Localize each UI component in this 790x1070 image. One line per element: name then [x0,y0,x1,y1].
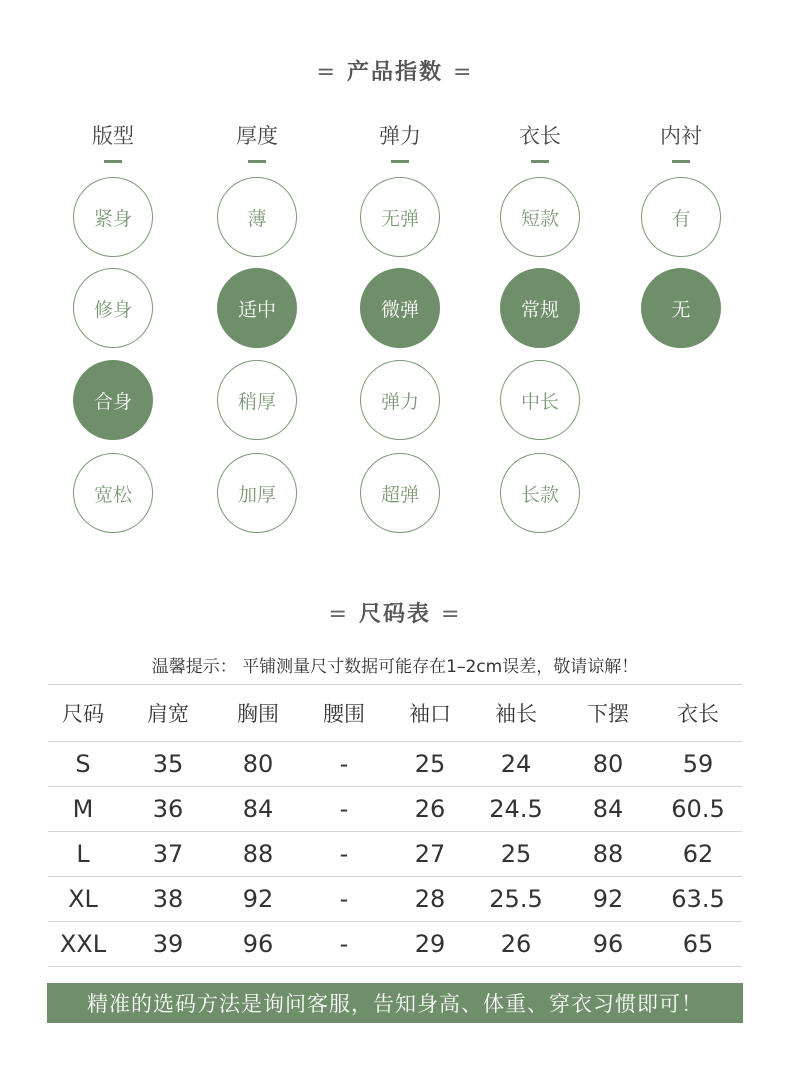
size-table-cell: - [298,832,390,877]
size-table-cell: XL [48,877,118,922]
size-table-cell: 63.5 [654,877,742,922]
size-table-header-cell: 袖口 [390,685,470,742]
size-table [48,684,742,967]
table-row [48,742,742,787]
size-table-header-cell: 衣长 [654,685,742,742]
index-option-selected: 常规 [500,268,580,348]
index-option: 修身 [73,268,153,348]
size-table-cell: - [298,787,390,832]
measurement-tip: 温馨提示： 平铺测量尺寸数据可能存在1–2cm误差，敬请谅解！ [151,657,639,677]
index-option: 稍厚 [217,360,297,440]
product-index-title: = 产品指数 = [316,60,474,85]
size-table-cell: 25 [470,832,562,877]
size-table-cell: M [48,787,118,832]
size-table-header-cell: 袖长 [470,685,562,742]
size-table-cell: - [298,922,390,967]
size-table-header-cell: 尺码 [48,685,118,742]
index-option: 长款 [500,453,580,533]
size-table-cell: S [48,742,118,787]
size-table-cell: 96 [562,922,654,967]
size-table-cell: 37 [118,832,218,877]
size-table-cell: L [48,832,118,877]
index-option: 紧身 [73,177,153,257]
size-table-cell: 26 [470,922,562,967]
size-table-header-cell: 腰围 [298,685,390,742]
index-column-header: 版型 [63,120,163,163]
index-option: 超弹 [360,453,440,533]
size-table-cell: 29 [390,922,470,967]
product-index-title-text: 产品指数 [346,60,443,85]
size-table-cell: 59 [654,742,742,787]
size-table-header-row [48,685,742,742]
size-table-cell: 39 [118,922,218,967]
size-table-cell: 88 [218,832,298,877]
size-table-cell: 65 [654,922,742,967]
size-table-cell: 35 [118,742,218,787]
size-table-header-cell: 下摆 [562,685,654,742]
size-chart-title-text: 尺码表 [358,602,431,627]
size-table-cell: 60.5 [654,787,742,832]
size-chart-title: = 尺码表 = [328,602,462,627]
size-table-cell: 84 [218,787,298,832]
size-table-cell: - [298,742,390,787]
size-table-cell: - [298,877,390,922]
index-option-selected: 合身 [73,360,153,440]
size-table-cell: 80 [562,742,654,787]
size-table-cell: 25 [390,742,470,787]
size-table-cell: 38 [118,877,218,922]
index-column-header: 衣长 [490,120,590,163]
size-table-cell: 92 [218,877,298,922]
size-table-header-cell: 肩宽 [118,685,218,742]
size-table-header-cell: 胸围 [218,685,298,742]
size-table-cell: 80 [218,742,298,787]
size-table-cell: 27 [390,832,470,877]
size-table-cell: 84 [562,787,654,832]
index-option-selected: 无 [641,268,721,348]
index-option-selected: 微弹 [360,268,440,348]
index-option: 有 [641,177,721,257]
index-option: 薄 [217,177,297,257]
table-row [48,877,742,922]
table-row [48,787,742,832]
size-table-cell: 36 [118,787,218,832]
footer-banner: 精准的选码方法是询问客服，告知身高、体重、穿衣习惯即可！ [47,983,743,1023]
index-option: 无弹 [360,177,440,257]
table-row [48,832,742,877]
size-table-cell: 25.5 [470,877,562,922]
size-table-cell: 24.5 [470,787,562,832]
index-option: 宽松 [73,453,153,533]
size-table-cell: 88 [562,832,654,877]
size-table-cell: 26 [390,787,470,832]
size-table-cell: XXL [48,922,118,967]
index-option: 中长 [500,360,580,440]
index-option: 弹力 [360,360,440,440]
index-column-header: 厚度 [207,120,307,163]
index-option: 加厚 [217,453,297,533]
index-option: 短款 [500,177,580,257]
size-table-cell: 92 [562,877,654,922]
size-table-cell: 24 [470,742,562,787]
size-table-cell: 62 [654,832,742,877]
index-column-header: 内衬 [631,120,731,163]
index-option-selected: 适中 [217,268,297,348]
table-row [48,922,742,967]
size-table-cell: 28 [390,877,470,922]
size-table-cell: 96 [218,922,298,967]
index-column-header: 弹力 [350,120,450,163]
